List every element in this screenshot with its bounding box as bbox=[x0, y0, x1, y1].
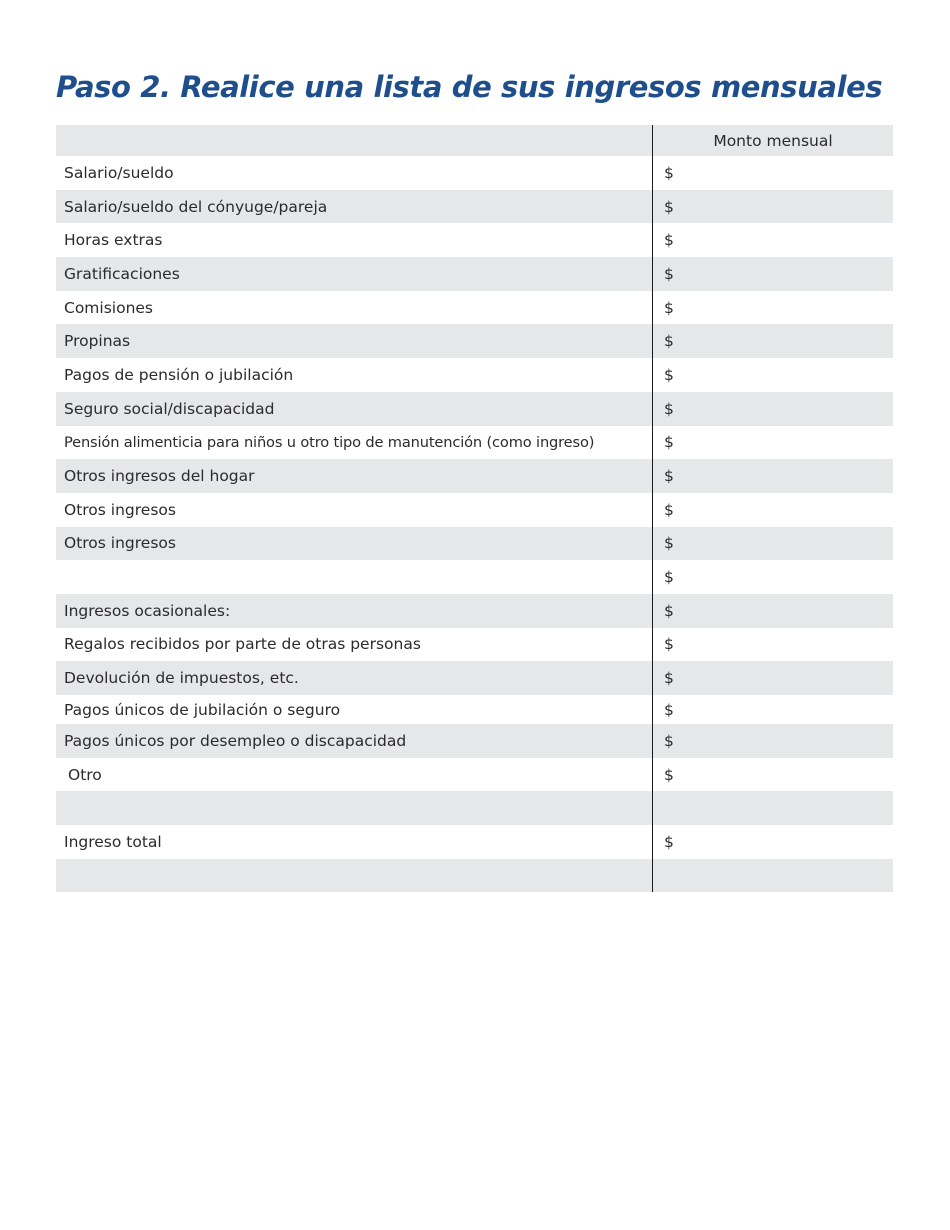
table-row bbox=[56, 459, 893, 493]
amount-field[interactable]: $ bbox=[653, 392, 894, 426]
table-row bbox=[56, 190, 893, 224]
row-label-blank bbox=[56, 791, 653, 825]
row-label-other: Otro bbox=[68, 765, 102, 784]
row-label-commissions: Comisiones bbox=[64, 298, 154, 317]
amount-cell-blank bbox=[653, 791, 894, 825]
row-label-pension: Pagos de pensión o jubilación bbox=[64, 365, 294, 384]
amount-field[interactable]: $ bbox=[653, 661, 894, 695]
amount-field[interactable]: $ bbox=[653, 257, 894, 291]
row-label-other-income: Otros ingresos bbox=[64, 534, 176, 553]
header-item-cell bbox=[56, 125, 653, 156]
amount-field[interactable]: $ bbox=[653, 695, 894, 724]
amount-field[interactable]: $ bbox=[653, 459, 894, 493]
row-label-overtime: Horas extras bbox=[64, 231, 163, 250]
amount-field[interactable]: $ bbox=[653, 358, 894, 392]
table-row bbox=[56, 493, 893, 527]
row-label-household-income: Otros ingresos del hogar bbox=[64, 467, 255, 486]
amount-field[interactable]: $ bbox=[653, 758, 894, 792]
row-label-blank[interactable] bbox=[56, 560, 653, 594]
table-row bbox=[56, 392, 893, 426]
amount-field[interactable]: $ bbox=[653, 560, 894, 594]
amount-field[interactable]: $ bbox=[653, 493, 894, 527]
table-row bbox=[56, 257, 893, 291]
table-row bbox=[56, 324, 893, 358]
amount-field[interactable]: $ bbox=[653, 223, 894, 257]
amount-field[interactable]: $ bbox=[653, 291, 894, 325]
table-row bbox=[56, 527, 893, 561]
table-row bbox=[56, 223, 893, 257]
row-label-bonuses: Gratificaciones bbox=[64, 264, 180, 283]
header-amount-cell: Monto mensual bbox=[653, 125, 894, 156]
amount-cell-blank bbox=[653, 859, 894, 893]
row-label-other-income: Otros ingresos bbox=[64, 500, 176, 519]
amount-field[interactable]: $ bbox=[653, 190, 894, 224]
amount-field[interactable]: $ bbox=[653, 426, 894, 460]
table-row bbox=[56, 560, 893, 594]
table-row bbox=[56, 358, 893, 392]
row-label-tips: Propinas bbox=[64, 332, 131, 351]
table-row bbox=[56, 661, 893, 695]
table-row bbox=[56, 859, 893, 893]
amount-field[interactable]: $ bbox=[653, 527, 894, 561]
row-label-child-support: Pensión alimenticia para niños u otro tipo de manutención (como ingreso) bbox=[64, 433, 595, 451]
table-header-row bbox=[56, 125, 893, 156]
row-label-tax-refund: Devolución de impuestos, etc. bbox=[64, 669, 299, 688]
amount-field[interactable]: $ bbox=[653, 156, 894, 190]
row-label-salary: Salario/sueldo bbox=[64, 163, 174, 182]
amount-field[interactable]: $ bbox=[653, 724, 894, 758]
table-row bbox=[56, 291, 893, 325]
table-row bbox=[56, 724, 893, 758]
table-row bbox=[56, 426, 893, 460]
row-label-lump-sum-unemployment: Pagos únicos por desempleo o discapacidad bbox=[64, 731, 407, 750]
total-amount-field[interactable]: $ bbox=[653, 825, 894, 859]
table-row bbox=[56, 594, 893, 628]
amount-field[interactable]: $ bbox=[653, 628, 894, 662]
row-label-social-security: Seguro social/discapacidad bbox=[64, 399, 275, 418]
table-row bbox=[56, 825, 893, 859]
table-row bbox=[56, 695, 893, 724]
table-row bbox=[56, 791, 893, 825]
table-row bbox=[56, 758, 893, 792]
page-title: Paso 2. Realice una lista de sus ingresos mensuales bbox=[56, 70, 883, 104]
income-table bbox=[56, 125, 893, 892]
amount-field[interactable]: $ bbox=[653, 324, 894, 358]
amount-field[interactable]: $ bbox=[653, 594, 894, 628]
table-row bbox=[56, 156, 893, 190]
row-label-gifts: Regalos recibidos por parte de otras personas bbox=[64, 635, 421, 654]
row-label-lump-sum-retirement: Pagos únicos de jubilación o seguro bbox=[64, 700, 341, 719]
row-label-occasional-income: Ingresos ocasionales: bbox=[64, 601, 231, 620]
row-label-total-income: Ingreso total bbox=[64, 832, 162, 851]
row-label-spouse-salary: Salario/sueldo del cónyuge/pareja bbox=[64, 197, 328, 216]
row-label-blank bbox=[56, 859, 653, 893]
table-row bbox=[56, 628, 893, 662]
